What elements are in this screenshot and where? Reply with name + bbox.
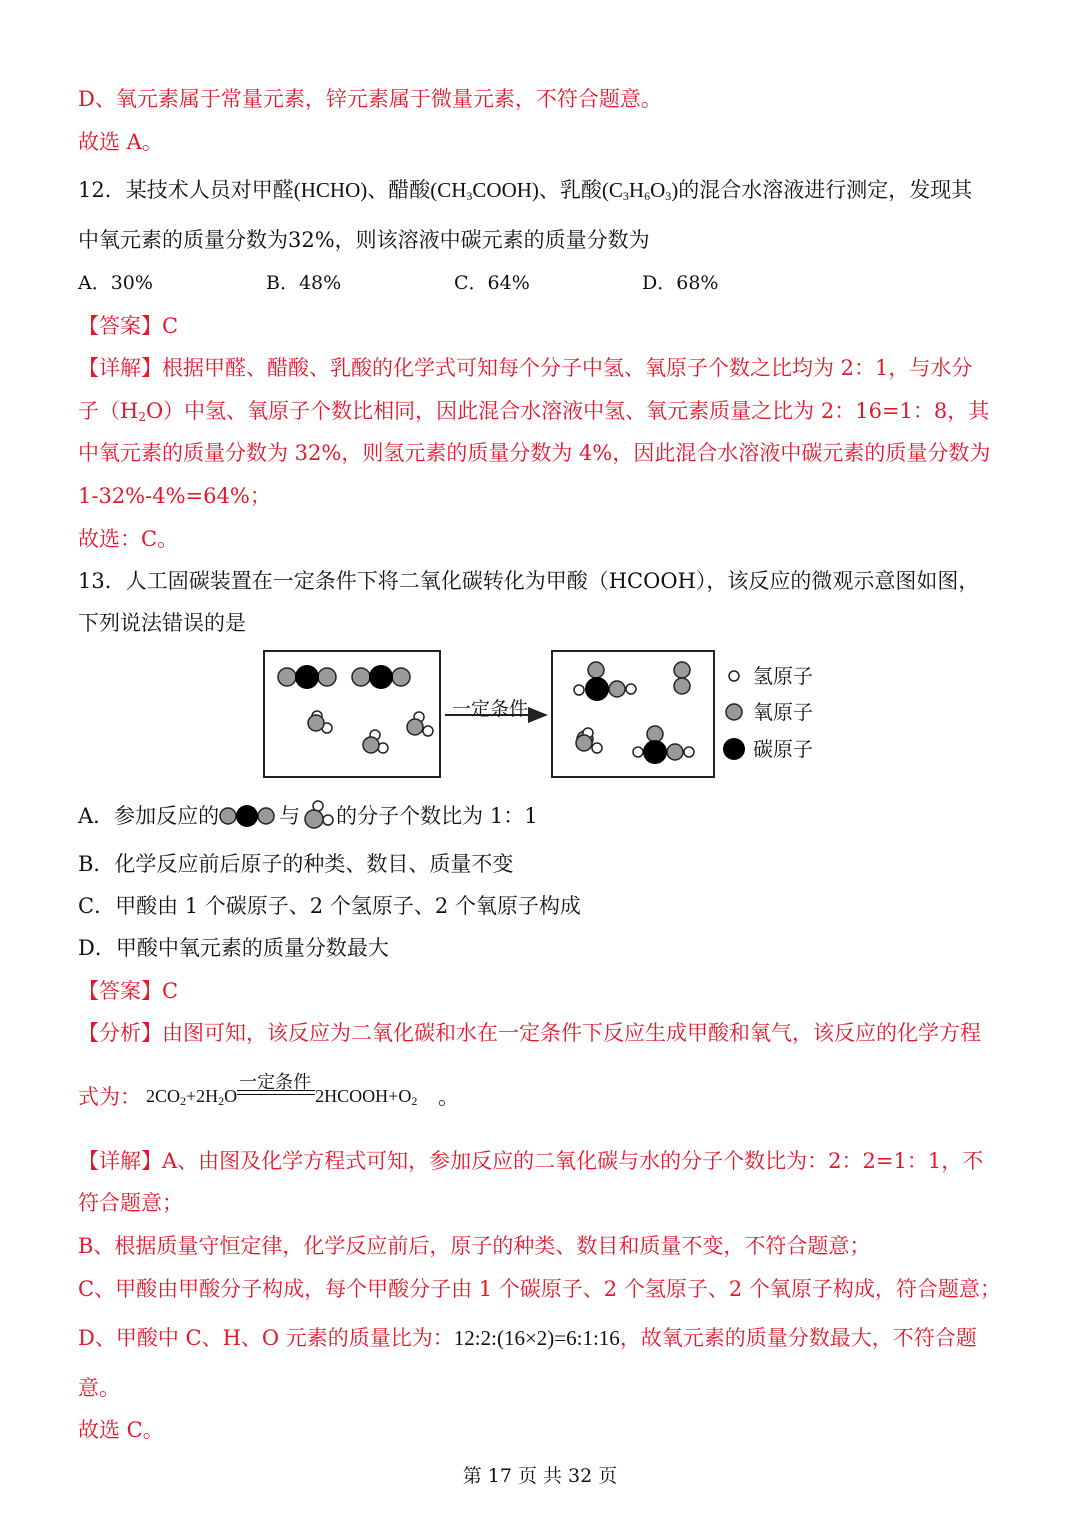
q12-text: 某技术人员对甲醛: [125, 178, 294, 202]
chemical-equation: $2CO_2+2H_2O$ 一定条件 $2HCOOH+O_2$: [146, 1072, 418, 1108]
q13-option-d: D．甲酸中氧元素的质量分数最大: [78, 936, 389, 960]
arrow-label: 一定条件: [452, 698, 529, 720]
prev-option-d: D、氧元素属于常量元素，锌元素属于微量元素，不符合题意。: [78, 87, 662, 111]
h2o-molecule: [363, 730, 388, 753]
q13-option-b: B．化学反应前后原子的种类、数目、质量不变: [78, 852, 514, 876]
hcooh-molecule: [574, 662, 636, 701]
prev-choose: 故选 A。: [78, 130, 163, 154]
q13-detail-line1: 【详解】A、由图及化学方程式可知，参加反应的二氧化碳与水的分子个数比为：2：2=1：1，不: [78, 1149, 984, 1173]
q12-stem-line2: 中氧元素的质量分数为32%，则该溶液中碳元素的质量分数为: [78, 228, 650, 252]
q12-detail-line2: 子$(H_2O)$中氢、氧原子个数比相同，因此混合水溶液中氢、氧元素质量之比为 2：16=1：8，其: [78, 399, 990, 424]
q12-text: 、醋酸: [367, 178, 431, 202]
q13-analysis-line1: 【分析】由图可知，该反应为二氧化碳和水在一定条件下反应生成甲酸和氧气，该反应的化学方程: [78, 1021, 981, 1045]
legend-oxygen: 氧原子: [753, 700, 813, 724]
q12-option-b: B．48%: [266, 272, 342, 294]
h2o-remaining: [576, 728, 602, 753]
legend-hydrogen: 氢原子: [753, 664, 813, 688]
equation-end: 。: [438, 1085, 459, 1109]
oxygen-legend-marker: [726, 704, 742, 720]
q13-analysis-line2: 式为：: [78, 1085, 141, 1109]
legend-carbon: 碳原子: [753, 737, 813, 761]
q13-answer: 【答案】C: [78, 979, 179, 1003]
o2-molecule: [674, 662, 690, 694]
co2-molecule: [352, 665, 410, 689]
q12-option-c: C．64%: [454, 272, 530, 294]
q13-detail-c: C、甲酸由甲酸分子构成，每个甲酸分子由 1 个碳原子、2 个氢原子、2 个氧原子构成，符合题意；: [78, 1277, 1001, 1301]
q12-detail-line3: 中氧元素的质量分数为 32%，则氢元素的质量分数为 4%，因此混合水溶液中碳元素的质量分数为: [78, 441, 991, 465]
co2-inline-icon: [219, 804, 279, 828]
q13-detail-b: B、根据质量守恒定律，化学反应前后，原子的种类、数目和质量不变，不符合题意；: [78, 1234, 871, 1258]
h2o-inline-icon: [300, 800, 336, 832]
equation-condition: 一定条件: [237, 1092, 315, 1102]
q13-option-c: C．甲酸由 1 个碳原子、2 个氢原子、2 个氧原子构成: [78, 894, 581, 918]
formula-lactic: $(C_3H_6O_3)$: [601, 178, 679, 203]
q12-number: 12．: [78, 178, 126, 202]
q12-text: 、乳酸: [538, 178, 602, 202]
h2o-molecule: [308, 711, 332, 733]
q13-detail-d-line2: 意。: [78, 1376, 120, 1400]
q12-option-a: A．30%: [78, 272, 153, 294]
q12-detail-line1: 【详解】根据甲醛、醋酸、乳酸的化学式可知每个分子中氢、氧原子个数之比均为 2：1，与水分: [78, 356, 973, 380]
q13-choose: 故选 C。: [78, 1418, 164, 1442]
hcooh-molecule: [633, 726, 694, 764]
q13-detail-line2: 符合题意；: [78, 1191, 183, 1215]
q12-detail-line4: 1-32%-4%=64%；: [78, 484, 271, 508]
q12-text: 的混合水溶液进行测定，发现其: [678, 178, 973, 202]
formula-acetic: $(CH_3COOH)$: [430, 178, 539, 203]
co2-molecule: [278, 665, 336, 689]
q13-stem-line2: 下列说法错误的是: [78, 611, 246, 635]
q12-option-d: D．68%: [642, 272, 719, 294]
carbon-legend-marker: [723, 738, 745, 760]
q13-detail-d-line1: D、甲酸中 C、H、O 元素的质量比为：12:2:(16×2)=6:1:16，故氧元素的质量分数最大，不符合题: [78, 1326, 977, 1350]
q13-option-a: A．参加反应的 与 的分子个数比为 1：1: [78, 800, 538, 832]
formula-hcho: (HCHO): [293, 178, 368, 202]
h2o-molecule: [407, 712, 433, 736]
q12-answer: 【答案】C: [78, 314, 179, 338]
q13-stem-line1: 13．人工固碳装置在一定条件下将二氧化碳转化为甲酸（HCOOH），该反应的微观示意图如图，: [78, 569, 980, 593]
q12-choose: 故选：C。: [78, 527, 179, 551]
page-number: 第 17 页 共 32 页: [462, 1465, 618, 1487]
hydrogen-legend-marker: [729, 671, 739, 681]
